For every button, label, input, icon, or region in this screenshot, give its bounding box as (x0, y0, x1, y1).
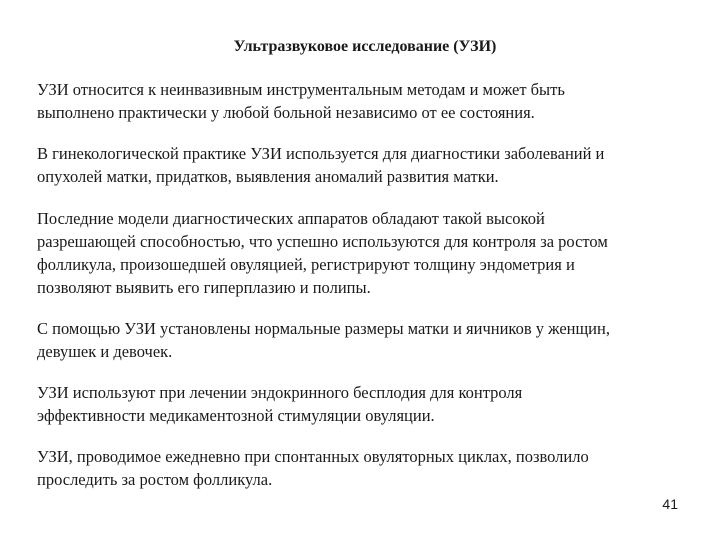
paragraph-infertility: УЗИ используют при лечении эндокринного бесплодия для контроля эффективности медикаментозной стимуляции овуляции. (37, 383, 523, 425)
paragraph-follicle-growth: УЗИ, проводимое ежедневно при спонтанных овуляторных циклах, позволило проследить за ростом фолликула. (37, 447, 589, 489)
slide-title: Ультразвуковое исследование (УЗИ) (233, 38, 497, 55)
paragraph-normal-sizes: С помощью УЗИ установлены нормальные размеры матки и яичников у женщин, девушек и девочек. (37, 319, 610, 361)
page-number: 41 (662, 496, 678, 512)
paragraph-noninvasive: УЗИ относится к неинвазивным инструментальным методам и может быть выполнено практически у любой больной независимо от ее состояния. (37, 80, 565, 122)
paragraph-gynecology: В гинекологической практике УЗИ используется для диагностики заболеваний и опухолей матки, придатков, выявления аномалий развития матки. (37, 144, 605, 186)
paragraph-modern-devices: Последние модели диагностических аппаратов обладают такой высокой разрешающей способностью, что успешно используются для контроля за ростом фолликула, произошедшей овуляцией, регистрируют толщину эндометрия и позволяют выявить его гиперплазию и полипы. (37, 209, 608, 297)
